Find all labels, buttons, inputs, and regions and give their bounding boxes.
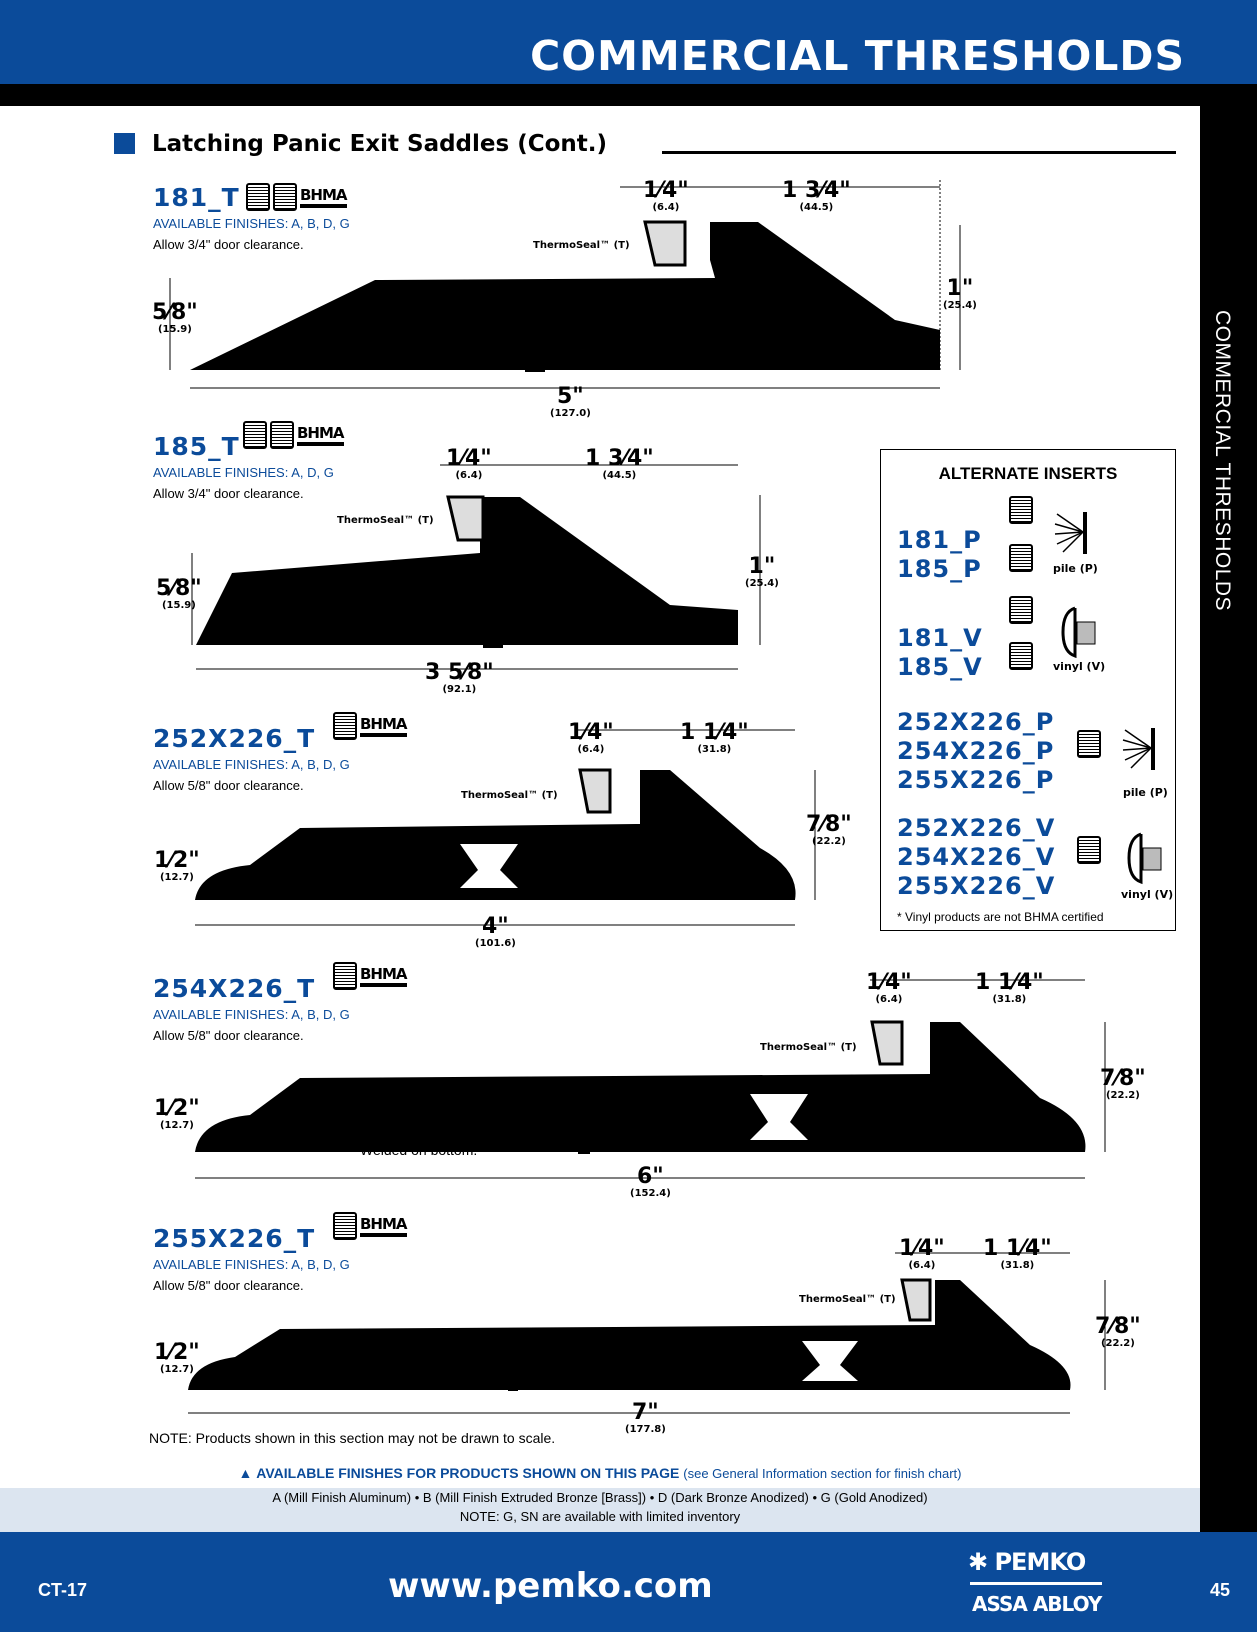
page-footer [0, 1532, 1257, 1632]
fire-rating-icon [1009, 544, 1033, 572]
dim-top: 1 1⁄4" (31.8) [975, 970, 1044, 1005]
dim-top: 1 1⁄4" (31.8) [680, 720, 749, 755]
alt-insert-label: pile (P) [1123, 786, 1168, 799]
product-clearance: Allow 5/8" door clearance. [153, 1028, 304, 1043]
dim-height: 7⁄8" (22.2) [1100, 1066, 1146, 1101]
alt-insert-name: 252X226_P [897, 708, 1055, 736]
ul-listed-icon [1077, 730, 1101, 758]
alt-insert-name: 185_P [897, 555, 982, 583]
welded-note: Welded on bottom. [312, 1376, 430, 1392]
bhma-logo: BHMA [360, 715, 407, 737]
product-clearance: Allow 5/8" door clearance. [153, 778, 304, 793]
bhma-logo: BHMA [297, 424, 344, 446]
dim-height: 7⁄8" (22.2) [1095, 1314, 1141, 1349]
alt-insert-name: 254X226_V [897, 843, 1056, 871]
dim-side: 5⁄8" (15.9) [152, 300, 198, 335]
product-name: 181_T [153, 183, 240, 212]
alt-insert-name: 255X226_P [897, 766, 1055, 794]
thermoseal-label: ThermoSeal™ (T) [533, 240, 630, 251]
alt-insert-label: vinyl (V) [1121, 888, 1174, 901]
product-name: 255X226_T [153, 1224, 316, 1253]
scale-note: NOTE: Products shown in this section may not be drawn to scale. [149, 1430, 556, 1446]
dim-insert: 1⁄4" (6.4) [643, 178, 689, 213]
product-finishes: AVAILABLE FINISHES: A, B, D, G [153, 216, 350, 231]
product-finishes: AVAILABLE FINISHES: A, B, D, G [153, 1257, 350, 1272]
fire-rating-icon [270, 421, 294, 449]
dim-side: 1⁄2" (12.7) [154, 1096, 200, 1131]
dim-height: 1" (25.4) [943, 276, 977, 311]
finishes-list: A (Mill Finish Aluminum) • B (Mill Finish Extruded Bronze [Brass]) • D (Dark Bronze Anodized) • G (Gold Anodized) [272, 1490, 928, 1505]
welded-note: Welded on bottom. [276, 884, 394, 900]
pile-insert-icon [1053, 510, 1093, 556]
section-heading [114, 131, 1176, 161]
finishes-heading-text: AVAILABLE FINISHES FOR PRODUCTS SHOWN ON THIS PAGE [256, 1465, 680, 1481]
dim-width: 6" (152.4) [630, 1164, 671, 1199]
alt-insert-name: 255X226_V [897, 872, 1056, 900]
section-title: Latching Panic Exit Saddles (Cont.) [152, 131, 608, 157]
thermoseal-label: ThermoSeal™ (T) [760, 1042, 857, 1053]
dim-width: 7" (177.8) [625, 1400, 666, 1435]
ul-listed-icon [1077, 836, 1101, 864]
assa-abloy-logo: ASSA ABLOY [972, 1592, 1102, 1616]
profile-185-t [150, 455, 770, 695]
ul-listed-icon [1009, 596, 1033, 624]
product-finishes: AVAILABLE FINISHES: A, D, G [153, 465, 334, 480]
product-name: 254X226_T [153, 974, 316, 1003]
alt-insert-name: 252X226_V [897, 814, 1056, 842]
alt-insert-name: 254X226_P [897, 737, 1055, 765]
side-tab-label: COMMERCIAL THRESHOLDS [1211, 310, 1234, 612]
dim-top: 1 1⁄4" (31.8) [983, 1236, 1052, 1271]
alternate-inserts-panel [880, 449, 1176, 931]
dim-insert: 1⁄4" (6.4) [446, 446, 492, 481]
thermoseal-label: ThermoSeal™ (T) [799, 1294, 896, 1305]
product-clearance: Allow 5/8" door clearance. [153, 1278, 304, 1293]
logo-divider [970, 1582, 1102, 1585]
dim-width: 3 5⁄8" (92.1) [425, 660, 494, 695]
cert-badges [243, 421, 344, 449]
dim-top: 1 3⁄4" (44.5) [585, 446, 654, 481]
dim-insert: 1⁄4" (6.4) [899, 1236, 945, 1271]
page-title: COMMERCIAL THRESHOLDS [530, 32, 1185, 80]
alt-insert-name: 181_V [897, 624, 983, 652]
triangle-icon: ▲ [238, 1465, 253, 1481]
product-finishes: AVAILABLE FINISHES: A, B, D, G [153, 757, 350, 772]
vinyl-insert-icon [1061, 604, 1101, 660]
dim-side: 1⁄2" (12.7) [154, 848, 200, 883]
welded-note: Welded on bottom. [360, 1142, 478, 1158]
bhma-logo: BHMA [360, 965, 407, 987]
pemko-logo: ✱ PEMKO [968, 1548, 1086, 1576]
finishes-heading [0, 1465, 1200, 1481]
product-finishes: AVAILABLE FINISHES: A, B, D, G [153, 1007, 350, 1022]
dim-insert: 1⁄4" (6.4) [866, 970, 912, 1005]
product-clearance: Allow 3/4" door clearance. [153, 237, 304, 252]
product-name: 252X226_T [153, 724, 316, 753]
dim-insert: 1⁄4" (6.4) [568, 720, 614, 755]
dim-width: 4" (101.6) [475, 914, 516, 949]
dim-height: 1" (25.4) [745, 554, 779, 589]
dim-width: 5" (127.0) [550, 384, 591, 419]
ul-listed-icon [1009, 496, 1033, 524]
alt-insert-label: vinyl (V) [1053, 660, 1106, 673]
thermoseal-label: ThermoSeal™ (T) [461, 790, 558, 801]
page-header [0, 0, 1257, 84]
alt-insert-name: 185_V [897, 653, 983, 681]
product-name: 185_T [153, 432, 240, 461]
finishes-subheading: (see General Information section for finish chart) [683, 1466, 962, 1481]
ul-listed-icon [243, 421, 267, 449]
alt-insert-name: 181_P [897, 526, 982, 554]
vinyl-insert-icon [1127, 830, 1167, 886]
header-black-bar [0, 84, 1257, 106]
alt-insert-label: pile (P) [1053, 562, 1098, 575]
dim-side: 5⁄8" (15.9) [156, 576, 202, 611]
fire-rating-icon [1009, 642, 1033, 670]
dim-height: 7⁄8" (22.2) [806, 812, 852, 847]
page-number: 45 [1210, 1580, 1231, 1600]
thermoseal-label: ThermoSeal™ (T) [337, 515, 434, 526]
section-bullet-icon [114, 133, 135, 154]
website-link[interactable]: www.pemko.com [388, 1566, 713, 1606]
dim-side: 1⁄2" (12.7) [154, 1340, 200, 1375]
product-clearance: Allow 3/4" door clearance. [153, 486, 304, 501]
alt-inserts-note: * Vinyl products are not BHMA certified [897, 910, 1104, 924]
pile-insert-icon [1121, 726, 1161, 772]
side-tab [1200, 84, 1257, 1532]
alternate-inserts-title: ALTERNATE INSERTS [938, 464, 1118, 483]
section-code: CT-17 [38, 1580, 88, 1600]
finishes-note: NOTE: G, SN are available with limited inventory [459, 1509, 741, 1524]
section-rule [662, 151, 1176, 154]
dim-top: 1 3⁄4" (44.5) [782, 178, 851, 213]
bhma-logo: BHMA [300, 186, 347, 208]
bhma-logo: BHMA [360, 1215, 407, 1237]
